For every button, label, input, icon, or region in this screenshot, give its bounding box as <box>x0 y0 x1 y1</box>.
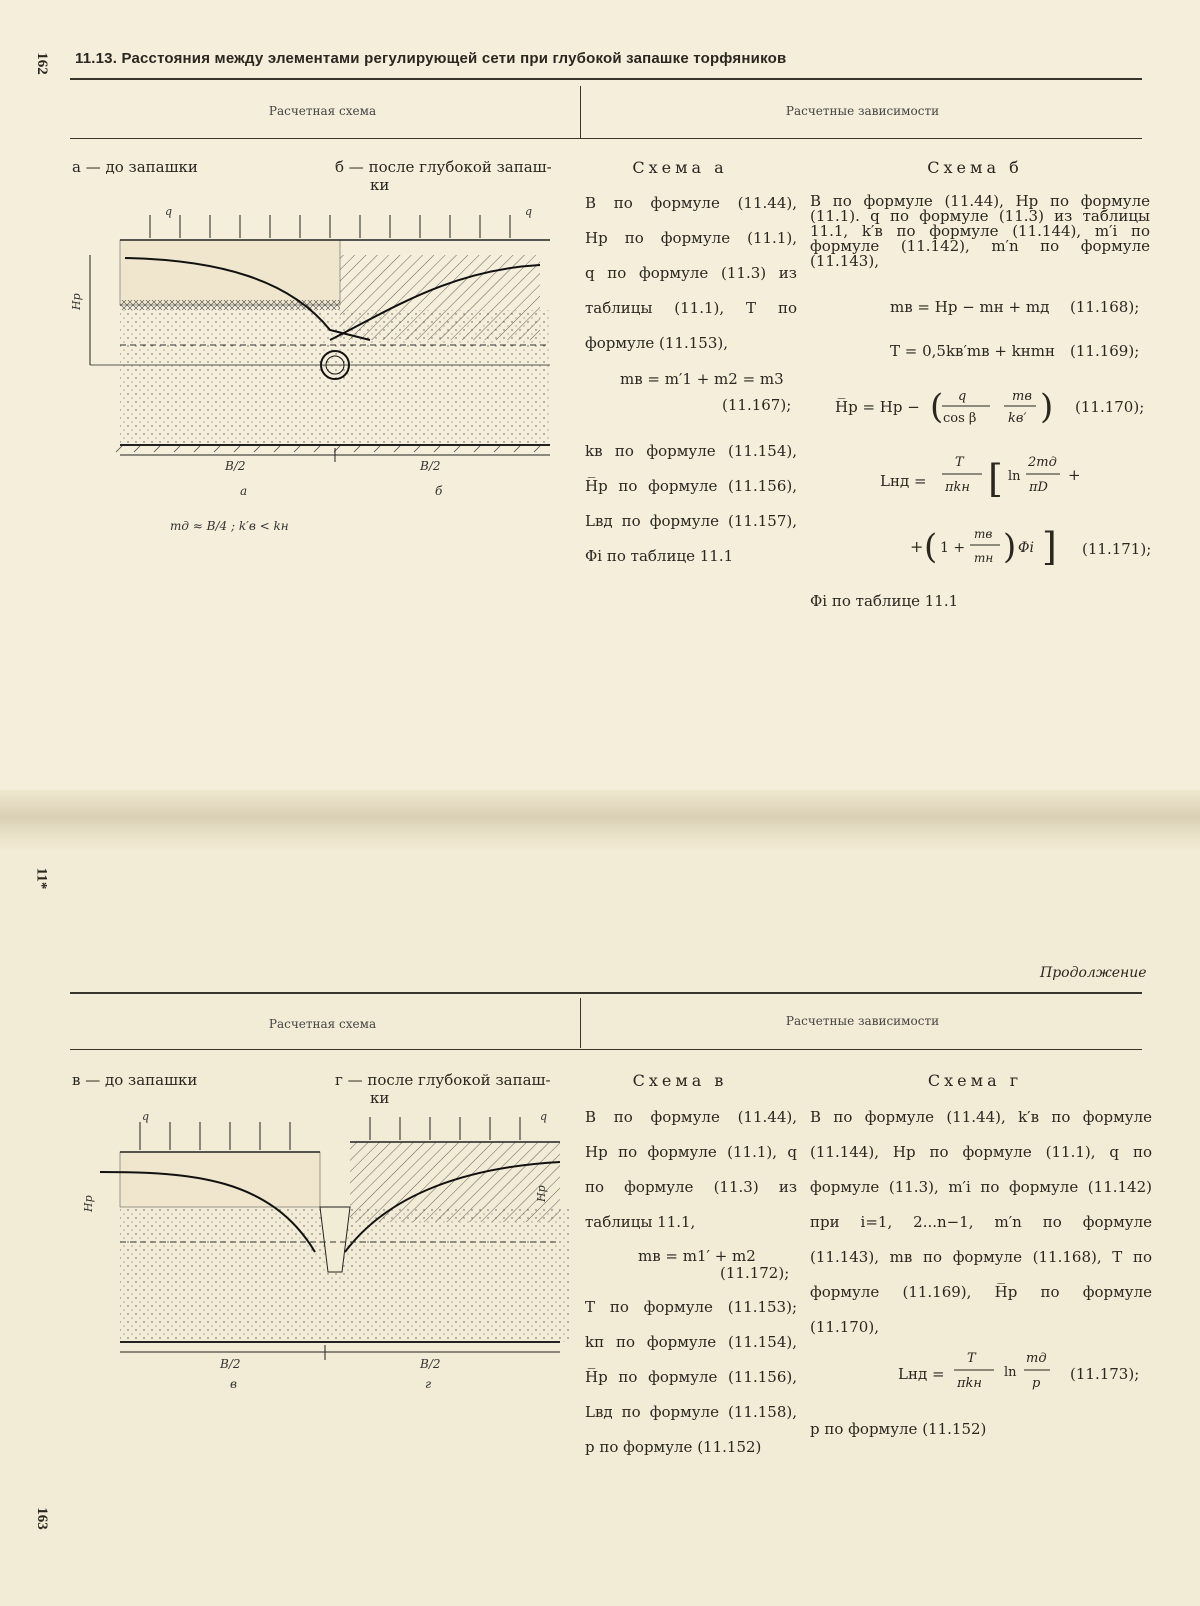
text-line: B по формуле (11.44), <box>585 194 797 212</box>
schema-b-heading: Схема б <box>927 158 1023 177</box>
svg-text:mн: mн <box>974 551 994 565</box>
equation-number: (11.172); <box>720 1264 790 1282</box>
page-number: 163 <box>33 1507 50 1530</box>
text-line: формуле (11.3), m′i по формуле (11.142) <box>810 1178 1152 1196</box>
table-title: 11.13. Расстояния между элементами регулирующей сети при глубокой запашке торфяников <box>75 50 787 67</box>
text-line: q по формуле (11.3) из <box>585 264 797 282</box>
svg-text:Hр: Hр <box>70 293 83 310</box>
caption-v: в — до запашки <box>72 1071 198 1089</box>
equation-11-170-fraction <box>928 380 1058 436</box>
schema-g-text <box>810 1100 1152 1345</box>
text-line: B по формуле (11.44), Hр по формуле <box>810 192 1150 210</box>
text-line: Hр по формуле (11.1), q <box>585 1143 797 1161</box>
text-line: B по формуле (11.44), <box>585 1108 797 1126</box>
equation-number: (11.173); <box>1070 1365 1140 1383</box>
schema-a-text <box>585 186 797 361</box>
equation-11-167: mв = m′1 + m2 = m3 <box>620 370 784 388</box>
header-left: Расчетная схема <box>268 1017 377 1031</box>
schema-g-tail: p по формуле (11.152) <box>810 1420 987 1438</box>
svg-text:ln: ln <box>1008 469 1021 484</box>
text-line: kп по формуле (11.154), <box>585 1333 797 1351</box>
svg-text:T: T <box>967 1351 976 1366</box>
svg-text:B/2: B/2 <box>220 1357 241 1371</box>
text-line: формуле (11.153), <box>585 334 728 352</box>
page-163 <box>0 850 1200 1606</box>
text-line: формуле (11.142), m′n по формуле <box>810 237 1150 255</box>
text-line: (11.143), mв по формуле (11.168), T по <box>810 1248 1152 1266</box>
text-line: (11.143), <box>810 252 879 270</box>
svg-text:ln: ln <box>1004 1365 1017 1380</box>
svg-text:(: ( <box>924 527 938 567</box>
schema-v-text-2 <box>585 1290 797 1465</box>
text-line: формуле (11.169), H̅р по формуле <box>810 1283 1152 1301</box>
divider <box>580 998 581 1048</box>
svg-text:q: q <box>525 205 533 218</box>
svg-text:г: г <box>425 1377 432 1391</box>
svg-text:πD: πD <box>1029 480 1048 495</box>
text-line: Φi по таблице 11.1 <box>585 547 734 565</box>
text-line: kв по формуле (11.154), <box>585 442 797 460</box>
svg-text:q: q <box>958 389 967 404</box>
equation-number: (11.169); <box>1070 342 1140 360</box>
text-line: T по формуле (11.153); <box>585 1298 797 1316</box>
equation-number: (11.170); <box>1075 398 1145 416</box>
svg-text:2mд: 2mд <box>1028 455 1057 470</box>
svg-text:q: q <box>540 1112 548 1123</box>
svg-text:[: [ <box>988 457 1003 501</box>
header-right: Расчетные зависимости <box>785 1014 940 1028</box>
svg-text:Hр: Hр <box>82 1195 95 1212</box>
header-right: Расчетные зависимости <box>785 104 940 118</box>
divider <box>70 1049 1142 1050</box>
equation-11-170-lhs: H̅р = Hр − <box>835 398 920 416</box>
svg-text:πkн: πkн <box>945 480 970 495</box>
svg-text:Hр: Hр <box>535 1185 548 1202</box>
svg-text:mв: mв <box>974 527 993 541</box>
signature-mark: 11* <box>33 867 50 890</box>
svg-text:+: + <box>1068 466 1081 484</box>
drainage-scheme-ab-diagram <box>70 200 580 560</box>
text-line: p по формуле (11.152) <box>585 1438 762 1456</box>
svg-text:): ) <box>1040 387 1054 427</box>
equation-11-171-body-2 <box>910 518 1075 578</box>
text-line: B по формуле (11.44), k′в по формуле <box>810 1108 1152 1126</box>
divider <box>70 78 1142 80</box>
schema-b-intro <box>810 194 1150 269</box>
svg-text:в: в <box>230 1377 237 1391</box>
svg-text:mв: mв <box>1012 389 1032 404</box>
continuation-label: Продолжение <box>1040 965 1147 981</box>
divider <box>70 138 1142 139</box>
divider <box>70 992 1142 994</box>
caption-g-line2: ки <box>370 1089 390 1107</box>
svg-text:B/2: B/2 <box>225 459 246 473</box>
text-line: Lвд по формуле (11.157), <box>585 512 797 530</box>
equation-11-171-lhs: Lнд = <box>880 472 927 490</box>
schema-b-tail: Φi по таблице 11.1 <box>810 592 959 610</box>
text-line: H̅р по формуле (11.156), <box>585 477 797 495</box>
diagram-note: mд ≈ B/4 ; k′в < kн <box>170 519 289 533</box>
text-line: Hр по формуле (11.1), <box>585 229 797 247</box>
svg-text:): ) <box>1003 527 1017 567</box>
svg-text:kв′: kв′ <box>1008 411 1027 426</box>
equation-number: (11.171); <box>1082 540 1152 558</box>
caption-a: а — до запашки <box>72 158 198 176</box>
page-fold <box>0 790 1200 850</box>
text-line: Lвд по формуле (11.158), <box>585 1403 797 1421</box>
equation-11-169: T = 0,5kв′mв + kнmн <box>890 342 1055 360</box>
schema-g-heading: Схема г <box>927 1071 1023 1090</box>
divider <box>580 86 581 138</box>
svg-text:p: p <box>1032 1376 1041 1391</box>
text-line: таблицы 11.1, <box>585 1213 696 1231</box>
text-line: при i=1, 2...n−1, m′n по формуле <box>810 1213 1152 1231</box>
text-line: (11.1). q по формуле (11.3) из таблицы <box>810 207 1150 225</box>
schema-a-text-2 <box>585 434 797 574</box>
svg-text:]: ] <box>1042 525 1057 569</box>
svg-text:πkн: πkн <box>957 1376 982 1391</box>
svg-text:1 +: 1 + <box>940 540 966 556</box>
svg-text:+: + <box>910 537 924 556</box>
svg-text:q: q <box>165 205 173 218</box>
schema-a-heading: Схема а <box>632 158 728 177</box>
svg-text:q: q <box>142 1112 150 1123</box>
drainage-scheme-vg-diagram <box>70 1112 580 1412</box>
equation-11-172: mв = m1′ + m2 <box>638 1247 756 1265</box>
page-162 <box>0 0 1200 790</box>
equation-11-173-body <box>952 1344 1062 1400</box>
svg-text:B/2: B/2 <box>420 1357 441 1371</box>
svg-text:B/2: B/2 <box>420 459 441 473</box>
caption-b-line1: б — после глубокой запаш- <box>335 158 552 176</box>
svg-text:mд: mд <box>1026 1351 1047 1366</box>
svg-text:б: б <box>435 484 443 498</box>
text-line: H̅р по формуле (11.156), <box>585 1368 797 1386</box>
caption-b-line2: ки <box>370 176 390 194</box>
schema-v-heading: Схема в <box>632 1071 728 1090</box>
text-line: по формуле (11.3) из <box>585 1178 797 1196</box>
equation-11-173-lhs: Lнд = <box>898 1365 945 1383</box>
equation-number: (11.167); <box>722 396 792 414</box>
equation-number: (11.168); <box>1070 298 1140 316</box>
svg-text:T: T <box>955 455 964 470</box>
equation-11-168: mв = Hр − mн + mд <box>890 298 1050 316</box>
schema-v-text <box>585 1100 797 1240</box>
svg-text:Φi: Φi <box>1018 540 1034 556</box>
text-line: (11.144), Hр по формуле (11.1), q по <box>810 1143 1152 1161</box>
svg-text:(: ( <box>930 387 944 427</box>
text-line: (11.170), <box>810 1318 879 1336</box>
svg-text:cos β: cos β <box>943 411 977 426</box>
text-line: 11.1, k′в по формуле (11.144), m′i по <box>810 222 1150 240</box>
page-number: 162 <box>33 52 50 75</box>
text-line: таблицы (11.1), T по <box>585 299 797 317</box>
header-left: Расчетная схема <box>268 104 377 118</box>
caption-g-line1: г — после глубокой запаш- <box>335 1071 551 1089</box>
svg-text:а: а <box>240 484 248 498</box>
